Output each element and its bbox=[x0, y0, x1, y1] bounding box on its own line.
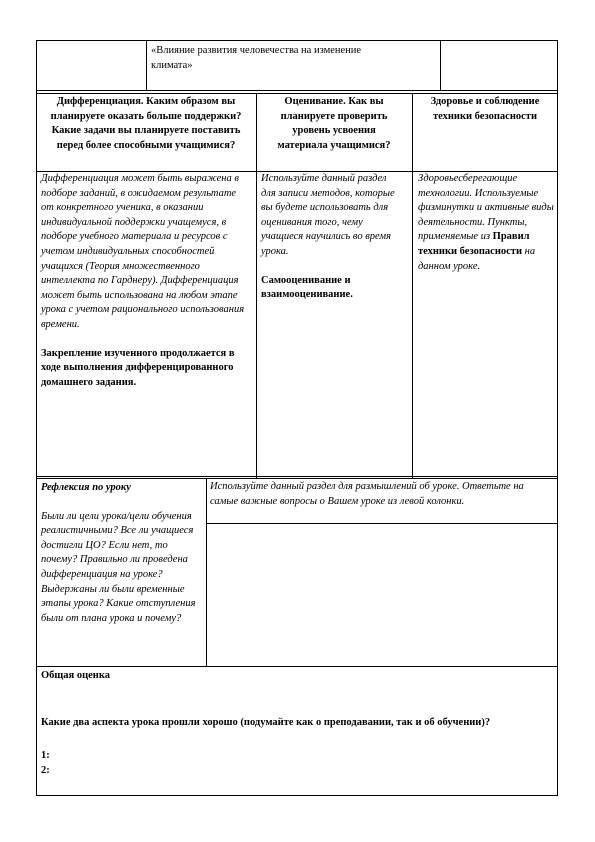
table-border-right bbox=[557, 40, 558, 796]
health-text: Здоровьесберегающие технологии. Используемые физминутки и активные виды деятельности. Пункты, применяемые из bbox=[418, 173, 554, 243]
row-divider-6 bbox=[36, 666, 558, 667]
top-row-col-1 bbox=[146, 40, 147, 91]
overall-question: Какие два аспекта урока прошли хорошо (подумайте как о преподавании, так и об обучении)? bbox=[41, 717, 491, 728]
reflection-title: Рефлексия по уроку bbox=[41, 482, 131, 493]
col-divider-b bbox=[412, 93, 413, 478]
reflection-inner-divider bbox=[206, 523, 558, 524]
health-cell bbox=[418, 172, 554, 274]
row-divider-4 bbox=[36, 476, 558, 477]
overall-item-1: 1: bbox=[41, 750, 50, 761]
reflection-cell bbox=[41, 481, 203, 626]
header-health: Здоровье и соблюдение техники безопасности bbox=[430, 96, 540, 122]
lesson-topic: «Влияние развития человечества на изменение климата» bbox=[151, 45, 362, 71]
differentiation-cell bbox=[41, 172, 247, 390]
col-divider-a bbox=[256, 93, 257, 478]
top-row-col-2 bbox=[440, 40, 441, 91]
table-border-top bbox=[36, 40, 558, 41]
reflection-instruction: Используйте данный раздел для размышлений об уроке. Ответьте на самые важные вопросы о Вашем уроке из левой колонки. bbox=[210, 481, 524, 507]
reflection-col-divider bbox=[206, 478, 207, 667]
paragraph-spacer bbox=[261, 260, 403, 274]
overall-item-2: 2: bbox=[41, 765, 50, 776]
health-text-end: на данном уроке. bbox=[418, 245, 536, 272]
overall-title: Общая оценка bbox=[41, 670, 110, 681]
paragraph-spacer bbox=[41, 496, 203, 510]
differentiation-homework: Закрепление изученного продолжается в ходе выполнения дифференцированного домашнего задания. bbox=[41, 347, 235, 388]
row-divider-5 bbox=[36, 478, 558, 479]
safety-rules: Правил техники безопасности bbox=[418, 231, 530, 257]
differentiation-text: Дифференциация может быть выражена в подборе заданий, в ожидаемом результате от конкретного ученика, в оказании индивидуальной поддержки учащемуся, в подборе учебного материала и ресурсов с учетом индивидуальных способностей учащихся (Теория множественного интеллекта по Гарднеру). Дифференциация может быть использована на любом этапе урока с учетом рационального использования времени. bbox=[41, 173, 245, 330]
assessment-cell bbox=[261, 172, 403, 303]
header-differentiation: Дифференциация. Каким образом вы планируете оказать больше поддержки? Какие задачи вы планируете поставить перед более способными учащимися? bbox=[50, 96, 242, 151]
assessment-text: Используйте данный раздел для записи методов, которые вы будете использовать для оценивания того, чему учащиеся научились во время урока. bbox=[261, 173, 395, 257]
paragraph-spacer bbox=[41, 333, 247, 347]
assessment-methods: Самооценивание и взаимооценивание. bbox=[261, 274, 353, 301]
row-divider-1 bbox=[36, 90, 558, 91]
header-assessment: Оценивание. Как вы планируете проверить уровень усвоения материала учащимися? bbox=[277, 96, 391, 151]
table-border-left bbox=[36, 40, 37, 796]
table-border-bottom bbox=[36, 795, 558, 796]
reflection-questions: Были ли цели урока/цели обучения реалистичными? Все ли учащиеся достигли ЦО? Если нет, то почему? Правильно ли проведена дифференциация на уроке? Выдержаны ли были временные этапы урока? Какие отступления были от плана урока и почему? bbox=[41, 510, 196, 624]
row-divider-2 bbox=[36, 93, 558, 94]
